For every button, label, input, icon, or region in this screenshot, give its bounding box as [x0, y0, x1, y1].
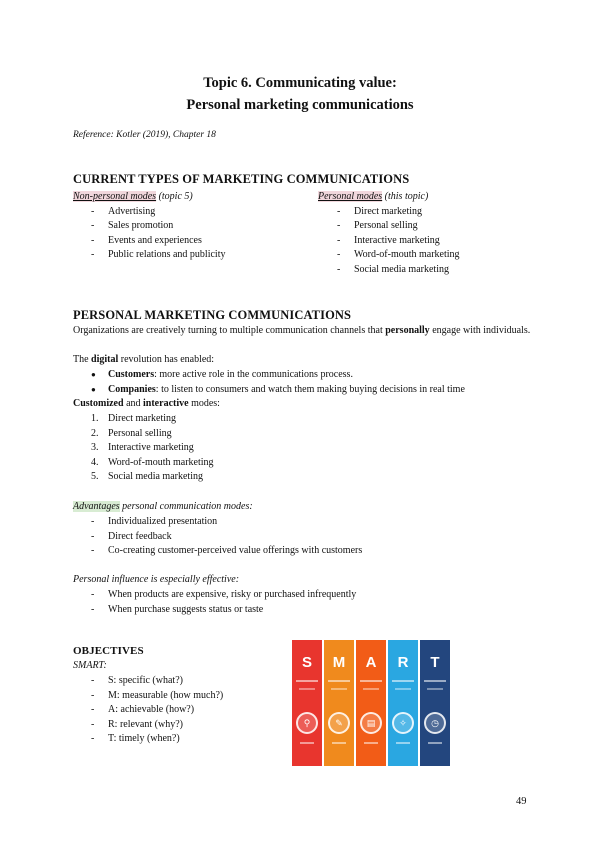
section-heading-personal: PERSONAL MARKETING COMMUNICATIONS — [73, 308, 352, 322]
digital-text-b: revolution has enabled: — [118, 354, 215, 365]
search-icon: ⚲ — [296, 712, 318, 734]
influence-item-text: When purchase suggests status or taste — [108, 603, 264, 615]
smart-subtitle-line — [360, 680, 382, 682]
smart-item-text: M: measurable (how much?) — [108, 689, 224, 701]
personal-item-text: Direct marketing — [354, 205, 423, 217]
smart-subtitle-line — [331, 688, 347, 690]
smart-item-text: S: specific (what?) — [108, 675, 183, 686]
nonpersonal-note: (topic 5) — [156, 191, 193, 202]
smart-subtitle-line — [296, 680, 318, 682]
smart-item: - R: relevant (why?) — [91, 718, 183, 730]
nonpersonal-item-text: Sales promotion — [108, 220, 174, 232]
digital-bullet-bold: Companies — [108, 383, 156, 395]
advantages-list — [91, 515, 363, 559]
smart-graphic — [292, 640, 450, 766]
personal-item: - Personal selling — [337, 220, 418, 232]
digital-bold: digital — [91, 354, 119, 365]
digital-text-a: The — [73, 354, 92, 365]
smart-subtitle-line — [392, 680, 414, 682]
mode-item: 5. Social media marketing — [91, 471, 203, 483]
personal-item-text: Word-of-mouth marketing — [354, 249, 460, 261]
smart-subtitle-line — [424, 680, 446, 682]
modes-line — [73, 397, 220, 412]
nonpersonal-item: - Public relations and publicity — [91, 249, 226, 261]
advantage-item: - Individualized presentation — [91, 516, 218, 527]
nonpersonal-item-text: Advertising — [108, 205, 156, 217]
smart-caption-line — [300, 742, 314, 744]
influence-label: Personal influence is especially effective: — [73, 574, 240, 585]
mode-item: 3. Interactive marketing — [91, 442, 194, 454]
section-heading-objectives: OBJECTIVES — [73, 645, 144, 657]
intro-bold: personally — [385, 325, 430, 336]
advantage-item-text: Direct feedback — [108, 530, 172, 542]
digital-bullet-text: : to listen to consumers and watch them making buying decisions in real time — [155, 383, 465, 395]
digital-bullet-text: : more active role in the communications process. — [154, 369, 353, 380]
nonpersonal-item-text: Events and experiences — [108, 234, 202, 246]
smart-item-text: T: timely (when?) — [108, 733, 180, 745]
personal-column — [318, 190, 460, 278]
smart-bar — [356, 640, 386, 766]
smart-item: - A: achievable (how?) — [91, 704, 195, 716]
personal-note: (this topic) — [382, 191, 429, 202]
clock-icon: ◷ — [424, 712, 446, 734]
modes-bold-1: Customized — [73, 398, 124, 409]
intro-text-a: Organizations are creatively turning to multiple communication channels that — [73, 325, 386, 336]
pencil-icon: ✎ — [328, 712, 350, 734]
smart-caption-line — [332, 742, 346, 744]
smart-bar — [420, 640, 450, 766]
mode-item-text: Social media marketing — [108, 471, 203, 483]
section-heading-types: CURRENT TYPES OF MARKETING COMMUNICATIONS — [73, 172, 410, 186]
personal-label: Personal modes — [318, 191, 383, 202]
smart-caption-line — [364, 742, 378, 744]
personal-item: - Interactive marketing — [337, 234, 440, 246]
target-icon: ✧ — [392, 712, 414, 734]
digital-bullet: ● Companies: to listen to consumers and watch them making buying decisions in real time — [91, 383, 465, 395]
influence-item: - When purchase suggests status or taste — [91, 603, 264, 615]
smart-subtitle-line — [395, 688, 411, 690]
influence-list — [91, 588, 357, 617]
smart-letter: M — [332, 654, 346, 671]
smart-list — [91, 674, 224, 747]
personal-item: - Social media marketing — [337, 263, 449, 275]
nonpersonal-item: - Sales promotion — [91, 220, 174, 232]
page-number: 49 — [516, 796, 527, 807]
smart-subtitle-line — [427, 688, 443, 690]
chart-icon: ▤ — [360, 712, 382, 734]
modes-and: and — [123, 398, 144, 409]
digital-line — [73, 353, 214, 368]
influence-item-text: When products are expensive, risky or purchased infrequently — [108, 589, 357, 600]
digital-bullet: ● Customers: more active role in the communications process. — [91, 369, 353, 380]
nonpersonal-item: - Events and experiences — [91, 234, 202, 246]
advantage-item-text: Co-creating customer-perceived value offerings with customers — [108, 545, 363, 557]
digital-bullet-bold: Customers — [108, 369, 155, 380]
smart-item-text: R: relevant (why?) — [108, 718, 183, 730]
modes-end: modes: — [188, 398, 220, 409]
personal-item: - Word-of-mouth marketing — [337, 249, 460, 261]
personal-item-text: Social media marketing — [354, 263, 449, 275]
smart-subtitle-line — [363, 688, 379, 690]
smart-letter: R — [397, 654, 409, 671]
smart-caption-line — [396, 742, 410, 744]
smart-label: SMART: — [73, 660, 107, 671]
personal-list — [337, 205, 460, 278]
smart-item: - T: timely (when?) — [91, 733, 180, 745]
nonpersonal-list — [91, 205, 226, 263]
mode-item: 2. Personal selling — [91, 427, 172, 439]
nonpersonal-item-text: Public relations and publicity — [108, 249, 226, 261]
advantages-rest: personal communication modes: — [119, 501, 253, 512]
page-title-line-1: Topic 6. Communicating value: — [203, 75, 397, 91]
reference: Reference: Kotler (2019), Chapter 18 — [73, 130, 216, 140]
influence-item: - When products are expensive, risky or purchased infrequently — [91, 589, 357, 600]
smart-letter: A — [365, 654, 377, 671]
smart-subtitle-line — [299, 688, 315, 690]
mode-item-text: Interactive marketing — [108, 442, 194, 454]
modes-numbered-list — [91, 412, 214, 485]
mode-item: 4. Word-of-mouth marketing — [91, 456, 214, 468]
intro-paragraph — [73, 324, 533, 339]
modes-bold-2: interactive — [143, 398, 189, 409]
personal-item-text: Interactive marketing — [354, 234, 440, 246]
advantage-item-text: Individualized presentation — [108, 516, 218, 527]
nonpersonal-label: Non-personal modes — [73, 191, 157, 202]
personal-item: - Direct marketing — [337, 205, 423, 217]
smart-item: - M: measurable (how much?) — [91, 689, 224, 701]
digital-bullet-list — [91, 368, 465, 397]
smart-letter: S — [301, 654, 312, 671]
smart-caption-line — [428, 742, 442, 744]
smart-bar — [292, 640, 322, 766]
advantages-label: Advantages — [73, 501, 120, 512]
smart-bar — [324, 640, 354, 766]
intro-text-b: engage with individuals. — [429, 325, 531, 336]
smart-subtitle-line — [328, 680, 350, 682]
mode-item-text: Personal selling — [108, 427, 172, 439]
mode-item-text: Word-of-mouth marketing — [108, 456, 214, 468]
advantage-item: - Co-creating customer-perceived value offerings with customers — [91, 545, 363, 557]
personal-item-text: Personal selling — [354, 220, 418, 232]
smart-item-text: A: achievable (how?) — [108, 704, 195, 716]
nonpersonal-item: - Advertising — [91, 205, 156, 217]
smart-item: - S: specific (what?) — [91, 675, 183, 686]
advantages-line — [73, 500, 253, 515]
smart-letter: T — [430, 654, 440, 671]
nonpersonal-column — [73, 190, 225, 263]
mode-item: 1. Direct marketing — [91, 413, 177, 424]
advantage-item: - Direct feedback — [91, 530, 172, 542]
mode-item-text: Direct marketing — [108, 413, 177, 424]
smart-bar — [388, 640, 418, 766]
page-title-line-2: Personal marketing communications — [186, 97, 414, 113]
